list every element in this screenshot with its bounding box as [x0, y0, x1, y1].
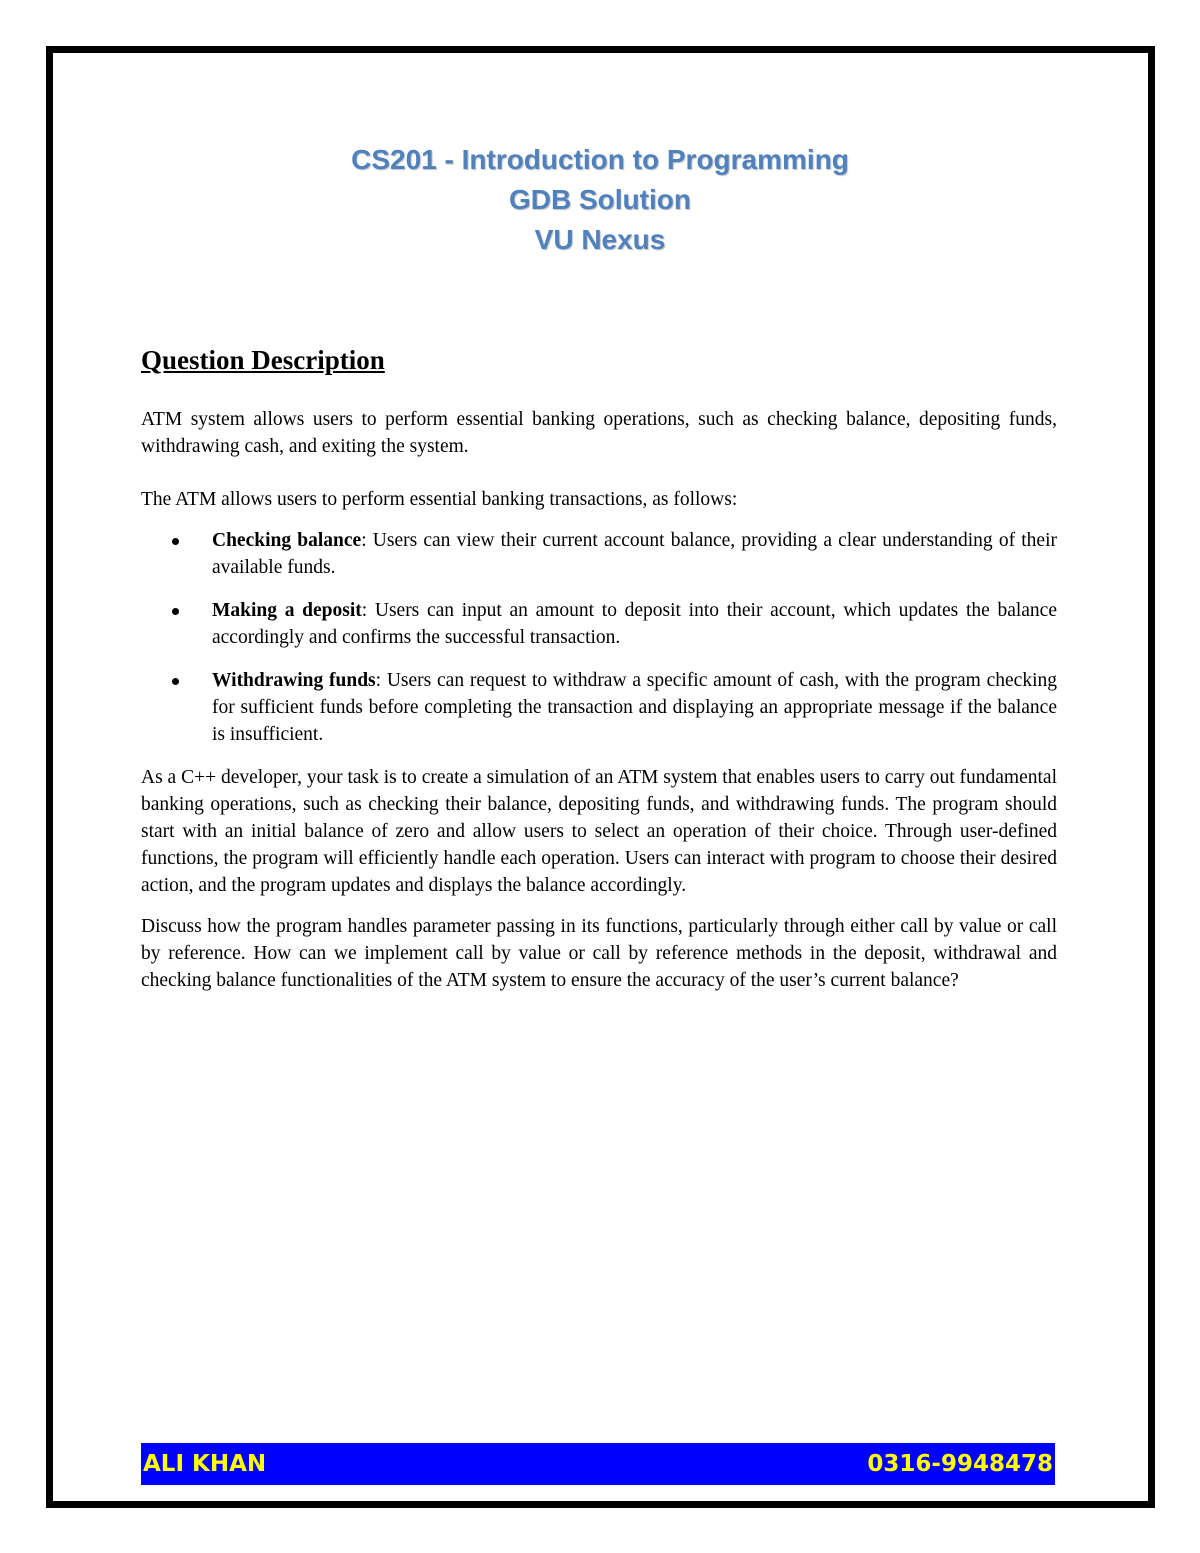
- task-paragraph: As a C++ developer, your task is to create a simulation of an ATM system that enables users to carry out fundamental banking operations, such as checking their balance, depositing funds, and withdrawing funds. The program should start with an initial balance of zero and allow users to select an operation of their choice. Through user-defined functions, the program will efficiently handle each operation. Users can interact with program to choose their desired action, and the program updates and displays the balance accordingly.: [141, 767, 1057, 896]
- solution-subtitle: GDB Solution: [509, 184, 691, 215]
- intro-paragraph: ATM system allows users to perform essential banking operations, such as checking balance, depositing funds, withdrawing cash, and exiting the system.: [141, 409, 1057, 457]
- footer-bar: [141, 1443, 1055, 1485]
- list-item-term: Making a deposit: [212, 600, 362, 621]
- transaction-list: [141, 527, 1057, 748]
- document-title: [0, 140, 1200, 260]
- list-item-term: Withdrawing funds: [212, 670, 376, 691]
- list-item-text: : Users can view their current account balance, providing a clear understanding of their available funds.: [212, 530, 1057, 578]
- list-item: [141, 527, 1057, 581]
- course-title: CS201 - Introduction to Programming: [351, 144, 849, 175]
- bullet-icon: [172, 538, 179, 545]
- list-item: [141, 667, 1057, 748]
- contact-phone: 0316-9948478: [867, 1451, 1053, 1477]
- lead-paragraph: The ATM allows users to perform essential banking transactions, as follows:: [141, 489, 738, 510]
- list-item-text: : Users can request to withdraw a specific amount of cash, with the program checking for sufficient funds before completing the transaction and displaying an appropriate message if the balance is insufficient.: [212, 670, 1057, 745]
- bullet-icon: [172, 608, 179, 615]
- list-item-term: Checking balance: [212, 530, 362, 551]
- bullet-icon: [172, 678, 179, 685]
- brand-subtitle: VU Nexus: [534, 224, 666, 255]
- section-heading: Question Description: [141, 345, 385, 375]
- list-item-text: : Users can input an amount to deposit into their account, which updates the balance accordingly and confirms the successful transaction.: [212, 600, 1057, 648]
- author-name: ALI KHAN: [143, 1451, 267, 1477]
- document-body: [141, 340, 1057, 1020]
- list-item: [141, 597, 1057, 651]
- discussion-paragraph: Discuss how the program handles parameter passing in its functions, particularly through either call by value or call by reference. How can we implement call by value or call by reference methods in the deposit, withdrawal and checking balance functionalities of the ATM system to ensure the accuracy of the user’s current balance?: [141, 916, 1057, 991]
